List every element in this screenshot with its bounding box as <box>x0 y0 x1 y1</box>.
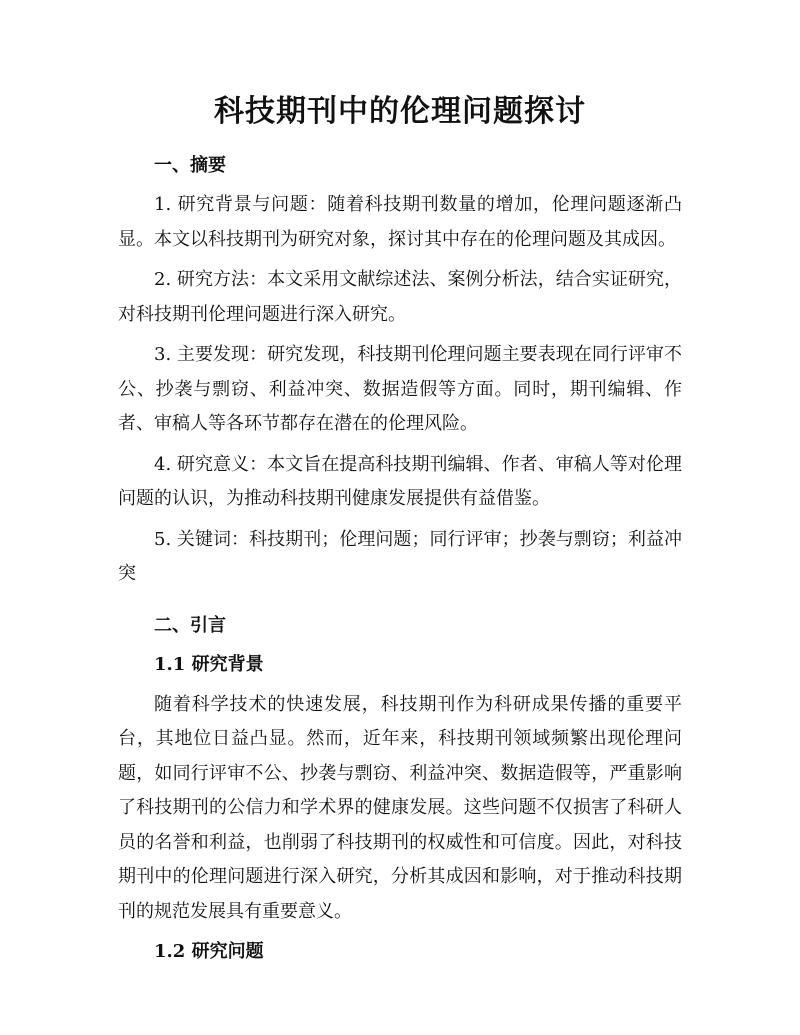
abstract-item-keywords: 5. 关键词：科技期刊；伦理问题；同行评审；抄袭与剽窃；利益冲突 <box>118 528 682 584</box>
subsection-heading-background: 1.1 研究背景 <box>154 653 264 675</box>
introduction-section <box>118 610 682 970</box>
abstract-item-method: 2. 研究方法：本文采用文献综述法、案例分析法，结合实证研究，对科技期刊伦理问题进行深入研究。 <box>118 269 682 325</box>
section-heading-introduction: 二、引言 <box>154 614 226 636</box>
subsection-heading-research-question: 1.2 研究问题 <box>154 941 264 962</box>
abstract-item-findings: 3. 主要发现：研究发现，科技期刊伦理问题主要表现在同行评审不公、抄袭与剽窃、利益冲突、数据造假等方面。同时，期刊编辑、作者、审稿人等各环节都存在潜在的伦理风险。 <box>118 344 682 434</box>
background-paragraph: 随着科学技术的快速发展，科技期刊作为科研成果传播的重要平台，其地位日益凸显。然而，近年来，科技期刊领域频繁出现伦理问题，如同行评审不公、抄袭与剽窃、利益冲突、数据造假等，严重影响了科技期刊的公信力和学术界的健康发展。这些问题不仅损害了科研人员的名誉和利益，也削弱了科技期刊的权威性和可信度。因此，对科技期刊中的伦理问题进行深入研究，分析其成因和影响，对于推动科技期刊的规范发展具有重要意义。 <box>118 693 682 922</box>
abstract-section <box>118 150 682 592</box>
abstract-item-background: 1. 研究背景与问题：随着科技期刊数量的增加，伦理问题逐渐凸显。本文以科技期刊为研究对象，探讨其中存在的伦理问题及其成因。 <box>118 194 682 250</box>
abstract-item-significance: 4. 研究意义：本文旨在提高科技期刊编辑、作者、审稿人等对伦理问题的认识，为推动科技期刊健康发展提供有益借鉴。 <box>118 453 682 509</box>
section-heading-abstract: 一、摘要 <box>154 155 226 176</box>
document-title: 科技期刊中的伦理问题探讨 <box>214 94 586 129</box>
